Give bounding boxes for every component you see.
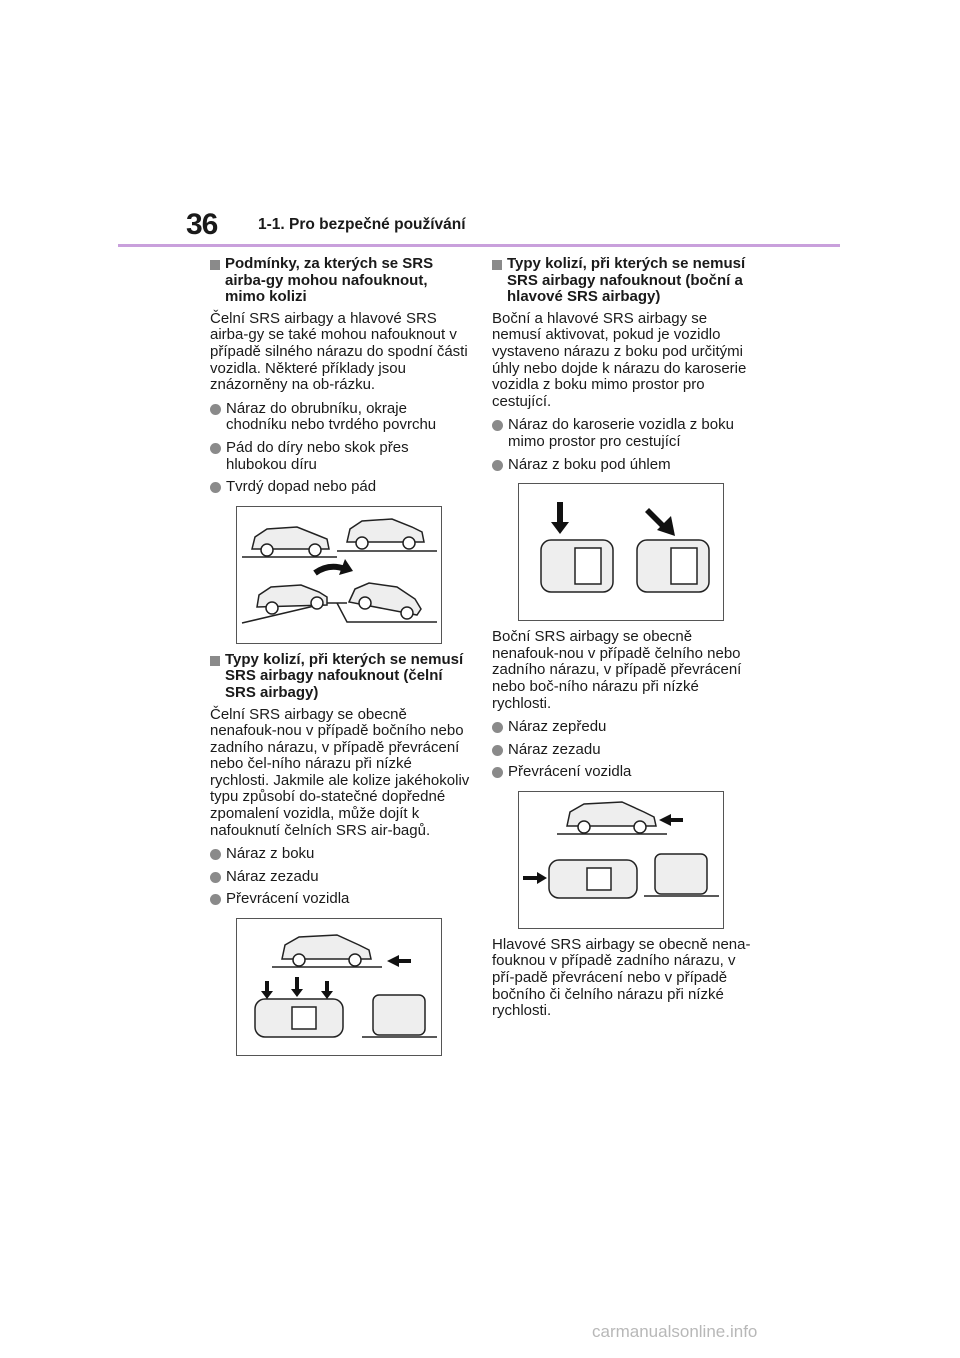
circle-bullet-icon [492,722,503,733]
paragraph: Čelní SRS airbagy se obecně nenafouk-nou v případě bočního nebo zadního nárazu, v případě převrácení nebo čel-ního nárazu při nízké rychlosti. Jakmile ale kolize jakéhokoliv typu způsobí do-statečné dopředné zpomalení vozidla, může dojít k nafouknutí čelních SRS air-bagů. [210,705,470,839]
section-heading [492,256,752,306]
illustration-side-rear-rollover [236,918,442,1056]
header-rule [118,244,840,247]
list-item: Pád do díry nebo skok přes hlubokou díru [210,440,470,473]
circle-bullet-icon [492,745,503,756]
paragraph: Boční SRS airbagy se obecně nenafouk-nou v případě čelního nebo zadního nárazu, v případě převrácení nebo boč-ního nárazu při nízké rychlosti. [492,628,742,712]
list-item: Náraz z boku pod úhlem [492,457,752,474]
list-item: Náraz zezadu [210,869,470,886]
list-item: Převrácení vozidla [492,764,752,781]
list-item: Náraz zepředu [492,719,752,736]
square-bullet-icon [210,260,220,270]
list-item: Náraz do karoserie vozidla z boku mimo prostor pro cestující [492,417,752,450]
page-number: 36 [186,208,218,241]
paragraph: Boční a hlavové SRS airbagy se nemusí aktivovat, pokud je vozidlo vystaveno nárazu z boku pod určitými úhly nebo dojde k nárazu do karoserie vozidla z boku mimo prostor pro cestující. [492,309,747,410]
illustration-front-rear-rollover [518,791,724,929]
heading-text: Typy kolizí, při kterých se nemusí SRS airbagy nafouknout (boční a hlavové SRS airbagy) [507,255,746,306]
circle-bullet-icon [210,872,221,883]
circle-bullet-icon [210,482,221,493]
list-item: Převrácení vozidla [210,891,470,908]
square-bullet-icon [492,260,502,270]
list-item: Tvrdý dopad nebo pád [210,479,470,496]
watermark-link[interactable]: carmanualsonline.info [592,1322,758,1341]
circle-bullet-icon [492,767,503,778]
left-column [210,256,470,1064]
square-bullet-icon [210,656,220,666]
paragraph: Hlavové SRS airbagy se obecně nena-fouknou v případě zadního nárazu, v pří-padě převrácení nebo v případě bočního či čelního nárazu při nízké rychlosti. [492,935,751,1020]
circle-bullet-icon [210,404,221,415]
list-item: Náraz do obrubníku, okraje chodníku nebo tvrdého povrchu [210,401,470,434]
heading-text: Typy kolizí, při kterých se nemusí SRS airbagy nafouknout (čelní SRS airbagy) [225,650,464,701]
section-heading [210,256,470,306]
right-column [492,256,752,1027]
circle-bullet-icon [210,849,221,860]
list-item: Náraz z boku [210,846,470,863]
circle-bullet-icon [492,460,503,471]
illustration-curb-impact [236,506,442,644]
list-item: Náraz zezadu [492,742,752,759]
circle-bullet-icon [210,443,221,454]
section-heading [210,652,470,702]
circle-bullet-icon [210,894,221,905]
illustration-side-angle-impact [518,483,724,621]
section-title: 1-1. Pro bezpečné používání [258,216,466,233]
heading-text: Podmínky, za kterých se SRS airba-gy mohou nafouknout, mimo kolizi [225,255,434,306]
circle-bullet-icon [492,420,503,431]
paragraph: Čelní SRS airbagy a hlavové SRS airba-gy se také mohou nafouknout v případě silného nárazu do spodní části vozidla. Některé příklady jsou znázorněny na ob-rázku. [210,309,468,394]
